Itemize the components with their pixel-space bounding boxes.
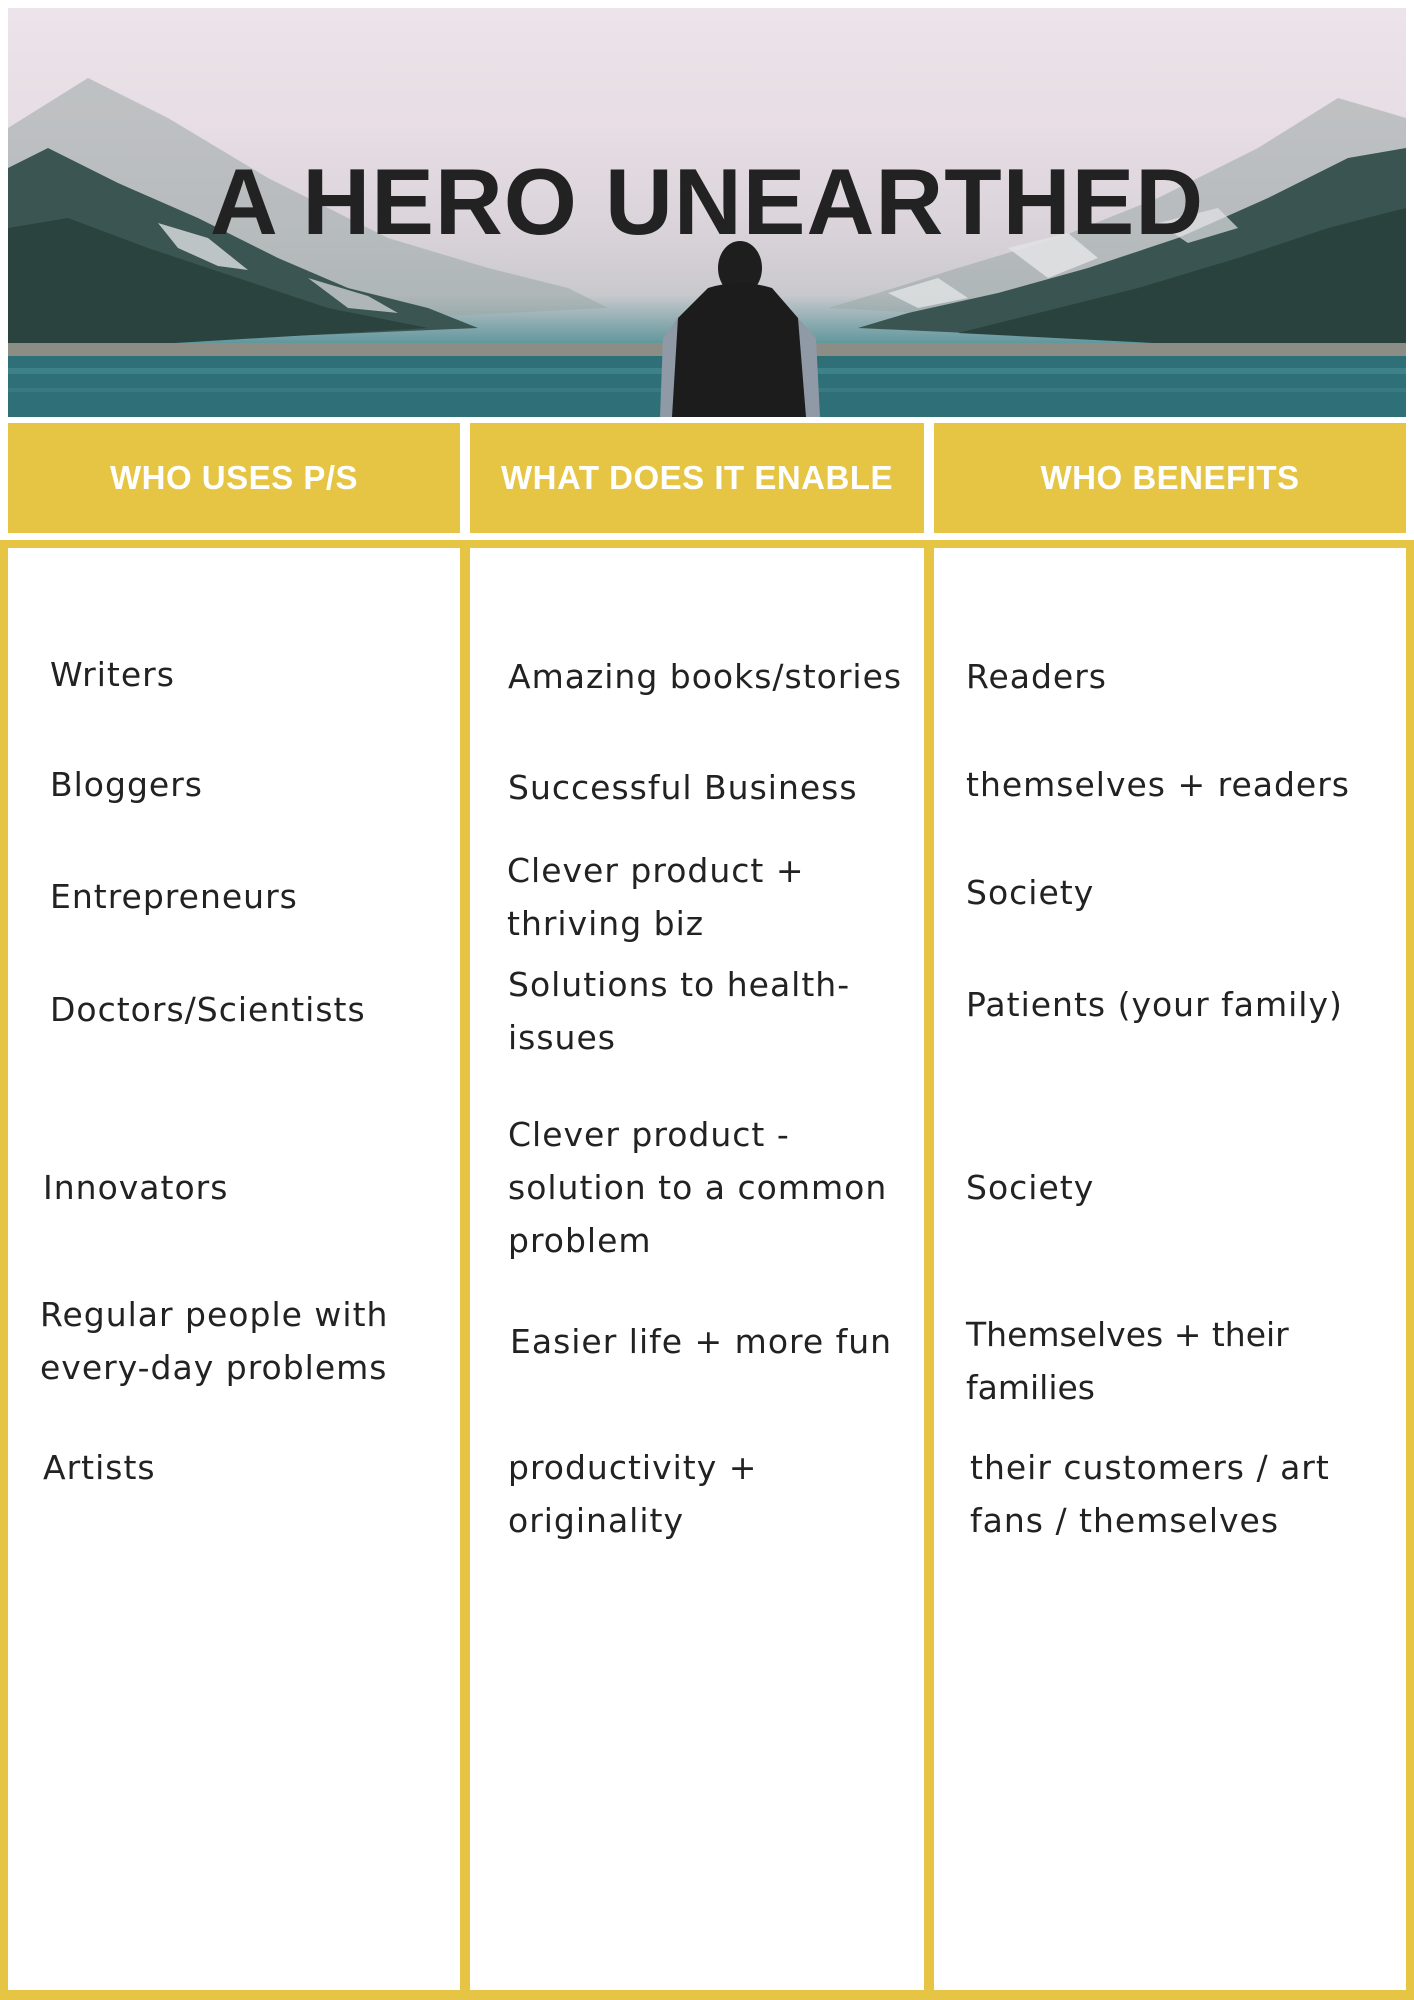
header-who-uses [8, 423, 460, 533]
cell-user: Innovators [43, 1168, 229, 1207]
cell-benefits: Patients (your family) [966, 985, 1343, 1024]
header-who-benefits [934, 423, 1406, 533]
cell-user: Entrepreneurs [50, 877, 298, 916]
cell-user: Writers [50, 655, 175, 694]
cell-user: Artists [43, 1448, 156, 1487]
cell-enables: Easier life + more fun [510, 1322, 893, 1361]
cell-user: Doctors/Scientists [50, 990, 366, 1029]
cell-enables: Clever product - solution to a common problem [508, 1115, 888, 1260]
cell-benefits: themselves + readers [966, 765, 1350, 804]
cell-benefits: Themselves + their families [966, 1315, 1289, 1407]
cell-user: Bloggers [50, 765, 203, 804]
column-who-uses [8, 548, 460, 1990]
header-label: WHO BENEFITS [1040, 459, 1300, 496]
table-body [0, 540, 1414, 2000]
header-what-enables [470, 423, 924, 533]
cell-enables: Amazing books/stories [508, 657, 903, 696]
cell-enables: productivity + originality [508, 1448, 758, 1540]
hero-banner [8, 8, 1406, 417]
cell-user: Regular people with every-day problems [40, 1295, 389, 1387]
header-label: WHO USES P/S [109, 459, 359, 496]
cell-benefits: Readers [966, 657, 1107, 696]
header-label: WHAT DOES IT ENABLE [500, 459, 894, 496]
column-who-benefits [934, 548, 1406, 1990]
person-silhouette [660, 241, 820, 417]
cell-benefits: Society [966, 1168, 1095, 1207]
cell-benefits: Society [966, 873, 1095, 912]
cell-benefits: their customers / art fans / themselves [970, 1448, 1330, 1540]
cell-enables: Solutions to health-issues [508, 965, 851, 1057]
column-what-enables [470, 548, 924, 1990]
cell-enables: Successful Business [508, 768, 858, 807]
page-title: A HERO UNEARTHED [209, 149, 1205, 254]
cell-enables: Clever product + thriving biz [507, 851, 805, 943]
